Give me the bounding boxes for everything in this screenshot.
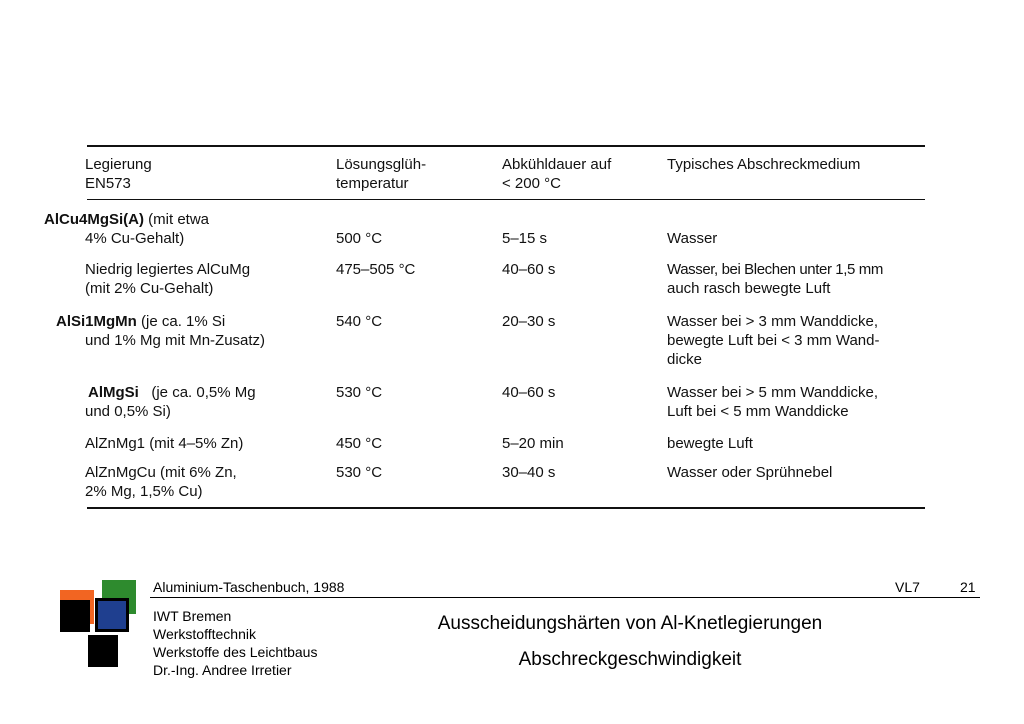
table-row xyxy=(44,210,329,248)
org-line1: IWT Bremen xyxy=(153,608,232,624)
table-row xyxy=(85,434,325,453)
lecture-number: VL7 xyxy=(895,579,920,595)
table-header-rule xyxy=(87,199,925,200)
header-medium xyxy=(667,155,860,174)
table-row xyxy=(85,383,328,421)
row2-temp: 475–505 °C xyxy=(336,261,416,278)
row2-time: 40–60 s xyxy=(502,261,556,278)
row4-temp: 530 °C xyxy=(336,384,383,401)
org-line2: Werkstofftechnik xyxy=(153,626,256,642)
slide-title-line1: Ausscheidungshärten von Al-Knetlegierungen xyxy=(437,613,823,634)
medium-line3: dicke xyxy=(667,351,703,368)
page-number: 21 xyxy=(960,579,976,595)
row6-time: 30–40 s xyxy=(502,464,556,481)
row1-medium: Wasser xyxy=(667,230,718,247)
alloy-name: AlMgSi xyxy=(88,384,139,401)
row3-temp: 540 °C xyxy=(336,313,383,330)
org-line4: Dr.-Ing. Andree Irretier xyxy=(153,662,292,678)
alloy-note-line2: und 1% Mg mit Mn-Zusatz) xyxy=(85,332,266,349)
row4-medium xyxy=(667,383,927,421)
row3-medium xyxy=(667,312,927,369)
medium-line1: Wasser bei > 5 mm Wanddicke, xyxy=(667,384,879,401)
slide-title-line2: Abschreckgeschwindigkeit xyxy=(518,649,742,670)
row2-medium xyxy=(667,260,927,298)
medium-line2: Luft bei < 5 mm Wanddicke xyxy=(667,403,849,420)
alloy-note: AlZnMg1 (mit 4–5% Zn) xyxy=(85,435,244,452)
medium-line2: auch rasch bewegte Luft xyxy=(667,280,831,297)
row5-temp: 450 °C xyxy=(336,435,383,452)
alloy-name: AlCu4MgSi(A) xyxy=(44,211,144,228)
alloy-note-line2: 2% Mg, 1,5% Cu) xyxy=(85,483,203,500)
medium-line1: Wasser bei > 3 mm Wanddicke, xyxy=(667,313,879,330)
alloy-note: (mit etwa xyxy=(148,211,210,228)
table-row xyxy=(85,463,325,501)
alloy-note: (je ca. 1% Si xyxy=(141,313,226,330)
row3-time: 20–30 s xyxy=(502,313,556,330)
logo-cube-black-bottom xyxy=(88,635,118,667)
header-temp-line1: Lösungsglüh- xyxy=(336,156,427,173)
logo-cube-black-left xyxy=(60,600,90,632)
row5-time: 5–20 min xyxy=(502,435,564,452)
table-row xyxy=(56,312,326,350)
medium-line1: Wasser, bei Blechen unter 1,5 mm xyxy=(667,261,883,278)
header-cooling-line2: < 200 °C xyxy=(502,175,561,192)
header-medium-label: Typisches Abschreckmedium xyxy=(667,156,861,173)
alloy-note: AlZnMgCu (mit 6% Zn, xyxy=(85,464,237,481)
source-citation: Aluminium-Taschenbuch, 1988 xyxy=(153,579,345,595)
logo-cube-blue xyxy=(95,598,129,632)
footer-divider xyxy=(150,597,980,598)
row1-time: 5–15 s xyxy=(502,230,548,247)
header-cooling-line1: Abkühldauer auf xyxy=(502,156,612,173)
table-bottom-rule xyxy=(87,507,925,509)
organization-block xyxy=(153,607,317,679)
medium-line2: bewegte Luft bei < 3 mm Wand- xyxy=(667,332,880,349)
alloy-note-line2: und 0,5% Si) xyxy=(85,403,171,420)
row6-temp: 530 °C xyxy=(336,464,383,481)
alloy-note: (je ca. 0,5% Mg xyxy=(151,384,256,401)
header-alloy-line1: Legierung xyxy=(85,156,152,173)
org-line3: Werkstoffe des Leichtbaus xyxy=(153,644,318,660)
header-alloy-line2: EN573 xyxy=(85,175,131,192)
alloy-note: Niedrig legiertes AlCuMg xyxy=(85,261,251,278)
header-temp-line2: temperatur xyxy=(336,175,409,192)
header-alloy xyxy=(85,155,152,193)
row4-time: 40–60 s xyxy=(502,384,556,401)
alloy-note-line2: 4% Cu-Gehalt) xyxy=(85,230,185,247)
alloy-note-line2: (mit 2% Cu-Gehalt) xyxy=(85,280,214,297)
row1-temp: 500 °C xyxy=(336,230,383,247)
header-temp xyxy=(336,155,426,193)
row6-medium: Wasser oder Sprühnebel xyxy=(667,464,833,481)
alloy-name: AlSi1MgMn xyxy=(56,313,137,330)
header-cooling xyxy=(502,155,611,193)
table-top-rule xyxy=(87,145,925,147)
table-row xyxy=(85,260,325,298)
row5-medium: bewegte Luft xyxy=(667,435,753,452)
